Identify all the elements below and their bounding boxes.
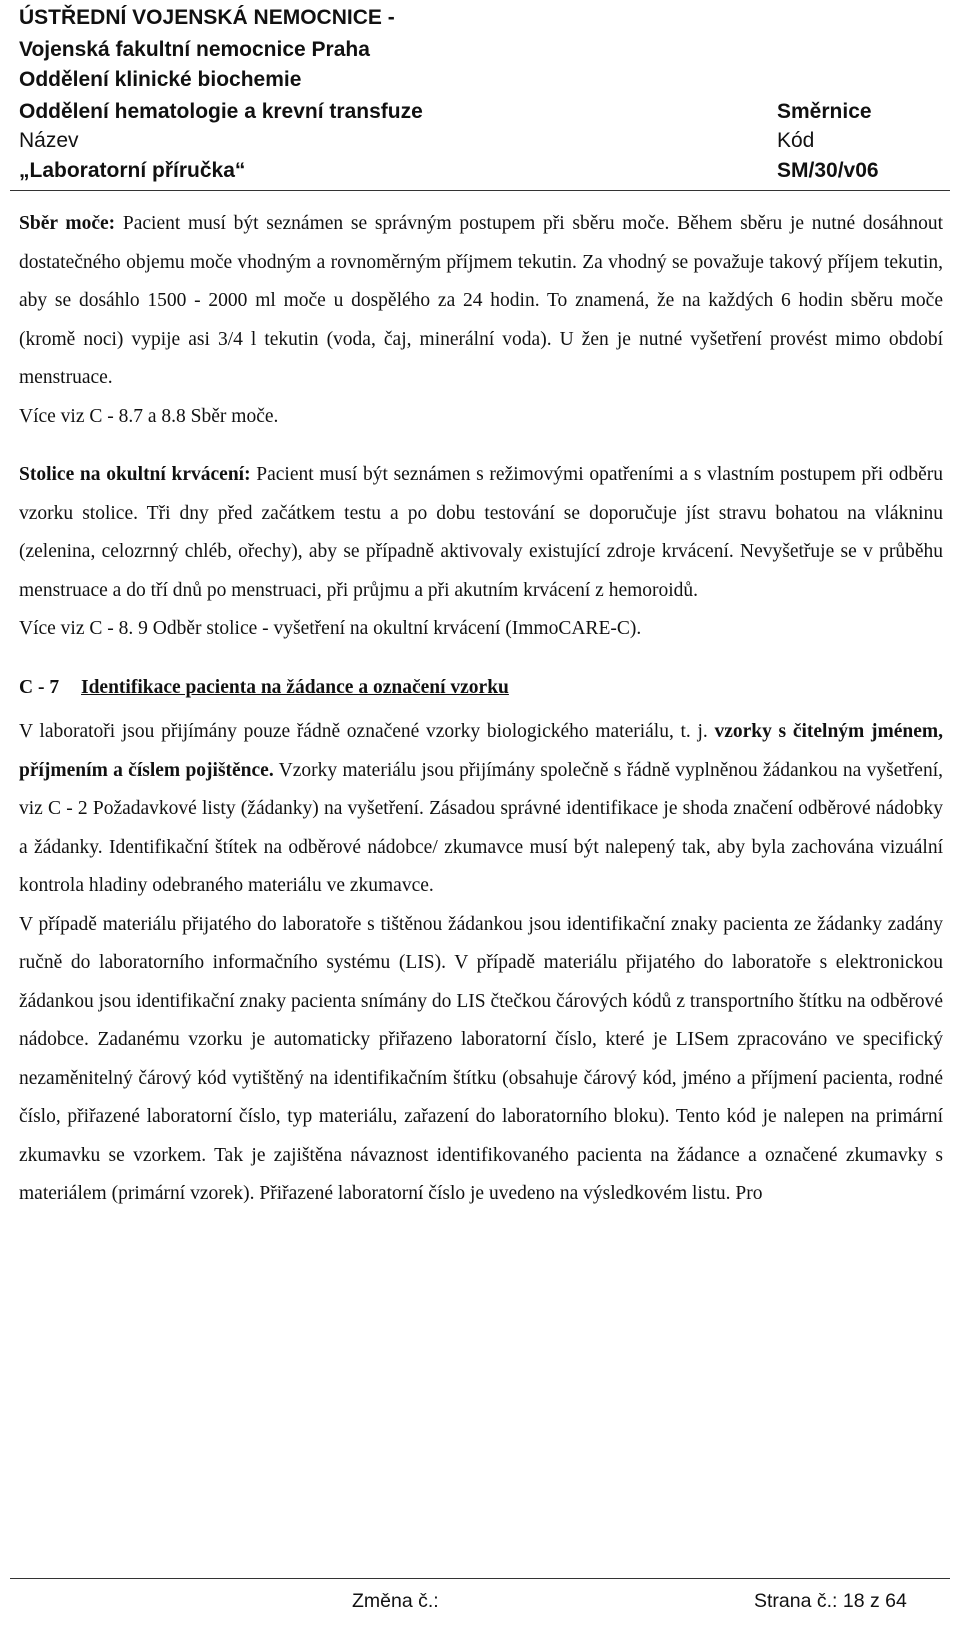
urine-collection-label: Sběr moče: <box>19 213 116 234</box>
document-code: SM/30/v06 <box>777 159 879 182</box>
document-title: „Laboratorní příručka“ <box>19 159 246 182</box>
section-title: Identifikace pacienta na žádance a označení vzorku <box>81 676 509 698</box>
document-footer <box>0 1578 960 1628</box>
page-number: Strana č.: 18 z 64 <box>754 1590 907 1612</box>
department-hematology: Oddělení hematologie a krevní transfuze <box>19 100 423 123</box>
urine-collection-paragraph <box>19 205 943 398</box>
urine-collection-text: Pacient musí být seznámen se správným postupem při sběru moče. Během sběru je nutné dosáhnout dostatečného objemu moče vhodným a rovnoměrným příjmem tekutin. Za vhodný se považuje takový příjem tekutin, aby se dosáhlo 1500 - 2000 ml moče u dospělého za 24 hodin. To znamená, že na každých 6 hodin sběru moče (kromě noci) vypije asi 3/4 l tekutin (voda, čaj, minerální voda). U žen je nutné vyšetření provést mimo období menstruace. <box>19 213 944 388</box>
stool-occult-text: Pacient musí být seznámen s režimovými opatřeními a s vlastním postupem při odběru vzorku stolice. Tři dny před začátkem testu a po dobu testování se doporučuje jíst stravu bohatou na vlákninu (zelenina, celozrnný chléb, ořechy), aby se případně aktivovaly existující zdroje krvácení. Nevyšetřuje se v průběhu menstruace a do tří dnů po menstruaci, při průjmu a při akutním krvácení z hemoroidů. <box>19 464 943 601</box>
header-divider <box>10 190 950 191</box>
section-heading <box>19 669 943 708</box>
document-type: Směrnice <box>777 100 872 123</box>
identification-text-b: Vzorky materiálu jsou přijímány společně s řádně vyplněnou žádankou na vyšetření, viz C - 2 Požadavkové listy (žádanky) na vyšetření. Zásadou správné identifikace je shoda značení odběrové nádobky a žádanky. Identifikační štítek na odběrové nádobce/ zkumavce musí být nalepený tak, aby byla zachována vizuální kontrola hladiny odebraného materiálu ve zkumavce. <box>19 759 943 896</box>
document-header <box>0 0 960 193</box>
stool-occult-paragraph <box>19 456 943 610</box>
identification-bold: vzorky s čitelným jménem, příjmením a číslem pojištěnce. <box>19 721 943 781</box>
identification-paragraph <box>19 713 943 906</box>
identification-text-a: V laboratoři jsou přijímány pouze řádně označené vzorky biologického materiálu, t. j. <box>19 721 715 742</box>
section-number: C - 7 <box>19 676 60 698</box>
urine-reference: Více viz C - 8.7 a 8.8 Sběr moče. <box>19 405 279 427</box>
hospital-name: ÚSTŘEDNÍ VOJENSKÁ NEMOCNICE - <box>19 6 395 29</box>
change-number: Změna č.: <box>352 1590 439 1612</box>
lis-paragraph: V případě materiálu přijatého do laboratoře s tištěnou žádankou jsou identifikační znaky pacienta ze žádanky zadány ručně do laboratorního informačního systému (LIS). V případě materiálu přijatého do laboratoře s elektronickou žádankou jsou identifikační znaky pacienta snímány do LIS čtečkou čárových kódů z transportního štítku na odběrové nádobce. Zadanému vzorku je automaticky přiřazeno laboratorní číslo, které je LISem zpracováno ve specifický nezaměnitelný čárový kód vytištěný na identifikačním štítku (obsahuje čárový kód, jméno a příjmení pacienta, rodné číslo, přiřazené laboratorní číslo, typ materiálu, zařazení do laboratorního bloku). Tento kód je nalepen na primární zkumavku se vzorkem. Tak je zajištěna návaznost identifikovaného pacienta na žádance a označené zkumavky s materiálem (primární vzorek). Přiřazené laboratorní číslo je uvedeno na výsledkovém listu. Pro <box>19 913 943 1204</box>
page-body <box>19 205 943 1214</box>
stool-reference: Více viz C - 8. 9 Odběr stolice - vyšetření na okultní krvácení (ImmoCARE-C). <box>19 618 642 639</box>
stool-occult-label: Stolice na okultní krvácení: <box>19 464 251 485</box>
code-label: Kód <box>777 129 815 152</box>
department-biochemistry: Oddělení klinické biochemie <box>19 68 302 91</box>
name-label: Název <box>19 129 79 152</box>
hospital-subtitle: Vojenská fakultní nemocnice Praha <box>19 38 370 61</box>
